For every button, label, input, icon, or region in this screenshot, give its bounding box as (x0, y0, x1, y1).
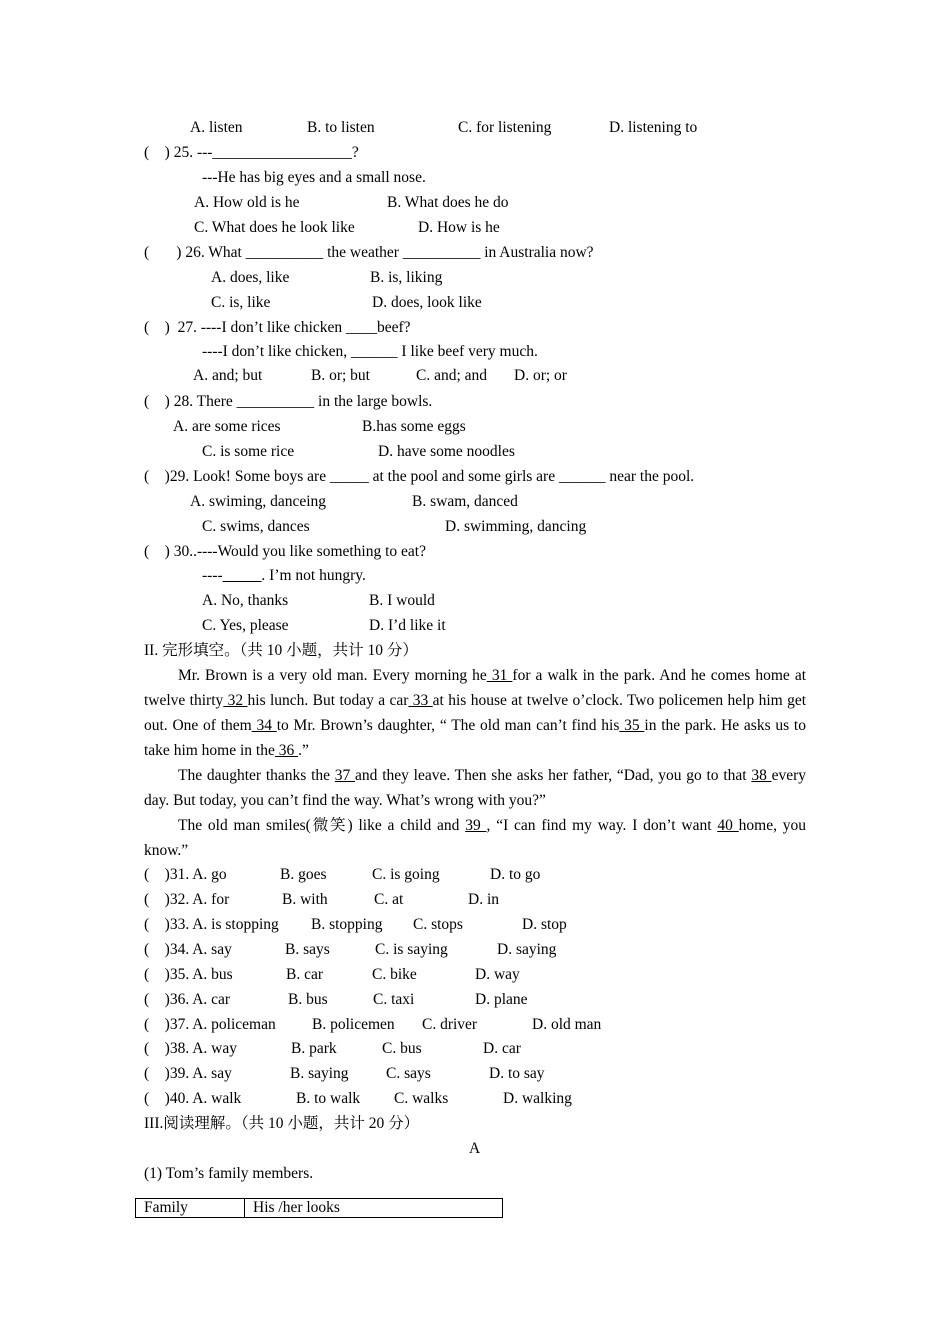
cloze-text: his lunch. But today a car (247, 692, 409, 709)
q25-option-b: B. What does he do (387, 194, 509, 211)
cloze-q39-d: D. to say (489, 1065, 545, 1082)
cloze-q40-c: C. walks (394, 1090, 449, 1107)
cloze-text: to Mr. Brown’s daughter, “ The old man can’t find his (276, 717, 620, 734)
q25-answer-line: ---He has big eyes and a small nose. (202, 169, 426, 186)
q24-option-a: A. listen (190, 119, 243, 136)
q27-line2: ----I don’t like chicken, ______ I like beef very much. (202, 343, 538, 360)
q24-option-b: B. to listen (307, 119, 375, 136)
cloze-q36-num: ( )36. A. car (144, 991, 231, 1008)
cloze-q37-b: B. policemen (312, 1016, 395, 1033)
cloze-q35-b: B. car (286, 966, 324, 983)
cloze-q37-d: D. old man (532, 1016, 602, 1033)
cloze-q35-num: ( )35. A. bus (144, 966, 233, 983)
cloze-q36-b: B. bus (288, 991, 328, 1008)
q26-option-d: D. does, look like (372, 294, 482, 311)
section3-part-label: A (469, 1140, 481, 1157)
q25-option-d: D. How is he (418, 219, 500, 236)
cloze-q36-d: D. plane (475, 991, 528, 1008)
cloze-q33-c: C. stops (413, 916, 463, 933)
cloze-q33-b: B. stopping (311, 916, 383, 933)
cloze-blank-39: 39 (465, 817, 487, 834)
q30-reply (202, 566, 366, 586)
q28-stem: ( ) 28. There __________ in the large bowls. (144, 393, 433, 410)
cloze-q40-num: ( )40. A. walk (144, 1090, 242, 1107)
cloze-text: .” (298, 742, 309, 759)
cloze-text: for a walk in the park. And he comes home at twelve thirty (144, 667, 807, 709)
q24-option-c: C. for listening (458, 119, 552, 136)
cloze-text: , “I can find my way. I don’t want (486, 817, 718, 834)
q24-option-d: D. listening to (609, 119, 698, 136)
cloze-blank-31: 31 (486, 667, 513, 684)
cloze-text: and they leave. Then she asks her father, “Dad, you go to that (355, 767, 752, 784)
q28-option-a: A. are some rices (173, 418, 281, 435)
cloze-q40-d: D. walking (503, 1090, 572, 1107)
q28-option-d: D. have some noodles (378, 443, 515, 460)
q26-option-c: C. is, like (211, 294, 271, 311)
cloze-q33-num: ( )33. A. is stopping (144, 916, 279, 933)
q25-stem: ( ) 25. ---__________________? (144, 144, 359, 161)
q30-option-a: A. No, thanks (202, 592, 289, 609)
cloze-q37-num: ( )37. A. policeman (144, 1016, 276, 1033)
q30-reply-blank: _____ (222, 567, 262, 584)
cloze-q39-c: C. says (386, 1065, 431, 1082)
q27-option-c: C. and; and (416, 367, 488, 384)
section3-heading: III.阅读理解。（共 10 小题，共计 20 分） (144, 1115, 420, 1132)
q25-option-a: A. How old is he (194, 194, 300, 211)
q30-option-b: B. I would (369, 592, 435, 609)
cloze-text: in the park. He asks us to take him home in the (144, 717, 806, 759)
cloze-q32-num: ( )32. A. for (144, 891, 230, 908)
q30-reply-prefix: ---- (202, 567, 223, 584)
cloze-paragraph-3 (144, 813, 806, 863)
cloze-q35-c: C. bike (372, 966, 417, 983)
cloze-q38-d: D. car (483, 1040, 521, 1057)
cloze-q40-b: B. to walk (296, 1090, 361, 1107)
cloze-q32-c: C. at (374, 891, 404, 908)
cloze-q36-c: C. taxi (373, 991, 415, 1008)
q29-option-b: B. swam, danced (412, 493, 518, 510)
cloze-q34-num: ( )34. A. say (144, 941, 232, 958)
cloze-q31-b: B. goes (280, 866, 327, 883)
family-table (135, 1198, 503, 1218)
q29-option-c: C. swims, dances (202, 518, 310, 535)
cloze-blank-35: 35 (619, 717, 645, 734)
cloze-q35-d: D. way (475, 966, 520, 983)
cloze-text: The daughter thanks the (178, 767, 335, 784)
q30-option-c: C. Yes, please (202, 617, 289, 634)
q28-option-b: B.has some eggs (362, 418, 466, 435)
cloze-paragraph-2 (144, 763, 806, 813)
cloze-blank-40: 40 (717, 817, 739, 834)
section2-heading: II. 完形填空。（共 10 小题，共计 10 分） (144, 642, 418, 659)
cloze-q31-c: C. is going (372, 866, 440, 883)
table-header-row (136, 1199, 503, 1218)
q30-stem: ( ) 30..----Would you like something to eat? (144, 543, 426, 560)
q30-option-d: D. I’d like it (369, 617, 446, 634)
q26-option-b: B. is, liking (370, 269, 443, 286)
cloze-q33-d: D. stop (522, 916, 567, 933)
cloze-blank-33: 33 (408, 692, 433, 709)
q29-stem: ( )29. Look! Some boys are _____ at the pool and some girls are ______ near the pool. (144, 468, 695, 485)
cloze-q39-b: B. saying (290, 1065, 349, 1082)
q29-option-d: D. swimming, dancing (445, 518, 587, 535)
cloze-text: The old man smiles(微笑) like a child and (178, 817, 466, 834)
cloze-blank-34: 34 (251, 717, 277, 734)
q30-reply-suffix: . I’m not hungry. (261, 567, 366, 584)
cloze-blank-37: 37 (334, 767, 356, 784)
q27-option-d: D. or; or (514, 367, 567, 384)
cloze-q38-c: C. bus (382, 1040, 422, 1057)
q27-option-b: B. or; but (311, 367, 370, 384)
q26-option-a: A. does, like (211, 269, 290, 286)
cloze-q38-b: B. park (291, 1040, 337, 1057)
cloze-q31-num: ( )31. A. go (144, 866, 227, 883)
cloze-q31-d: D. to go (490, 866, 541, 883)
cloze-text: every day. But today, you can’t find the way. What’s wrong with you?” (144, 767, 807, 809)
cloze-paragraph-1 (144, 663, 806, 763)
table-header-family: Family (136, 1199, 245, 1218)
cloze-text: at his house at twelve o’clock. Two policemen help him get out. One of them (144, 692, 807, 734)
q25-option-c: C. What does he look like (194, 219, 355, 236)
cloze-q32-d: D. in (468, 891, 499, 908)
section3-intro: (1) Tom’s family members. (144, 1165, 314, 1182)
table-header-looks: His /her looks (245, 1199, 503, 1218)
q28-option-c: C. is some rice (202, 443, 295, 460)
cloze-q34-d: D. saying (497, 941, 557, 958)
cloze-q38-num: ( )38. A. way (144, 1040, 237, 1057)
cloze-text: Mr. Brown is a very old man. Every morning he (178, 667, 487, 684)
cloze-text: home, you know.” (144, 817, 807, 859)
cloze-q34-c: C. is saying (375, 941, 448, 958)
q29-option-a: A. swiming, danceing (190, 493, 327, 510)
cloze-q39-num: ( )39. A. say (144, 1065, 232, 1082)
q27-stem: ( ) 27. ----I don’t like chicken ____beef? (144, 319, 411, 336)
cloze-q34-b: B. says (285, 941, 330, 958)
q27-option-a: A. and; but (193, 367, 263, 384)
cloze-q32-b: B. with (282, 891, 328, 908)
cloze-q37-c: C. driver (422, 1016, 478, 1033)
cloze-blank-36: 36 (274, 742, 299, 759)
q26-stem: ( ) 26. What __________ the weather __________ in Australia now? (144, 244, 594, 261)
cloze-blank-32: 32 (223, 692, 248, 709)
cloze-blank-38: 38 (751, 767, 772, 784)
